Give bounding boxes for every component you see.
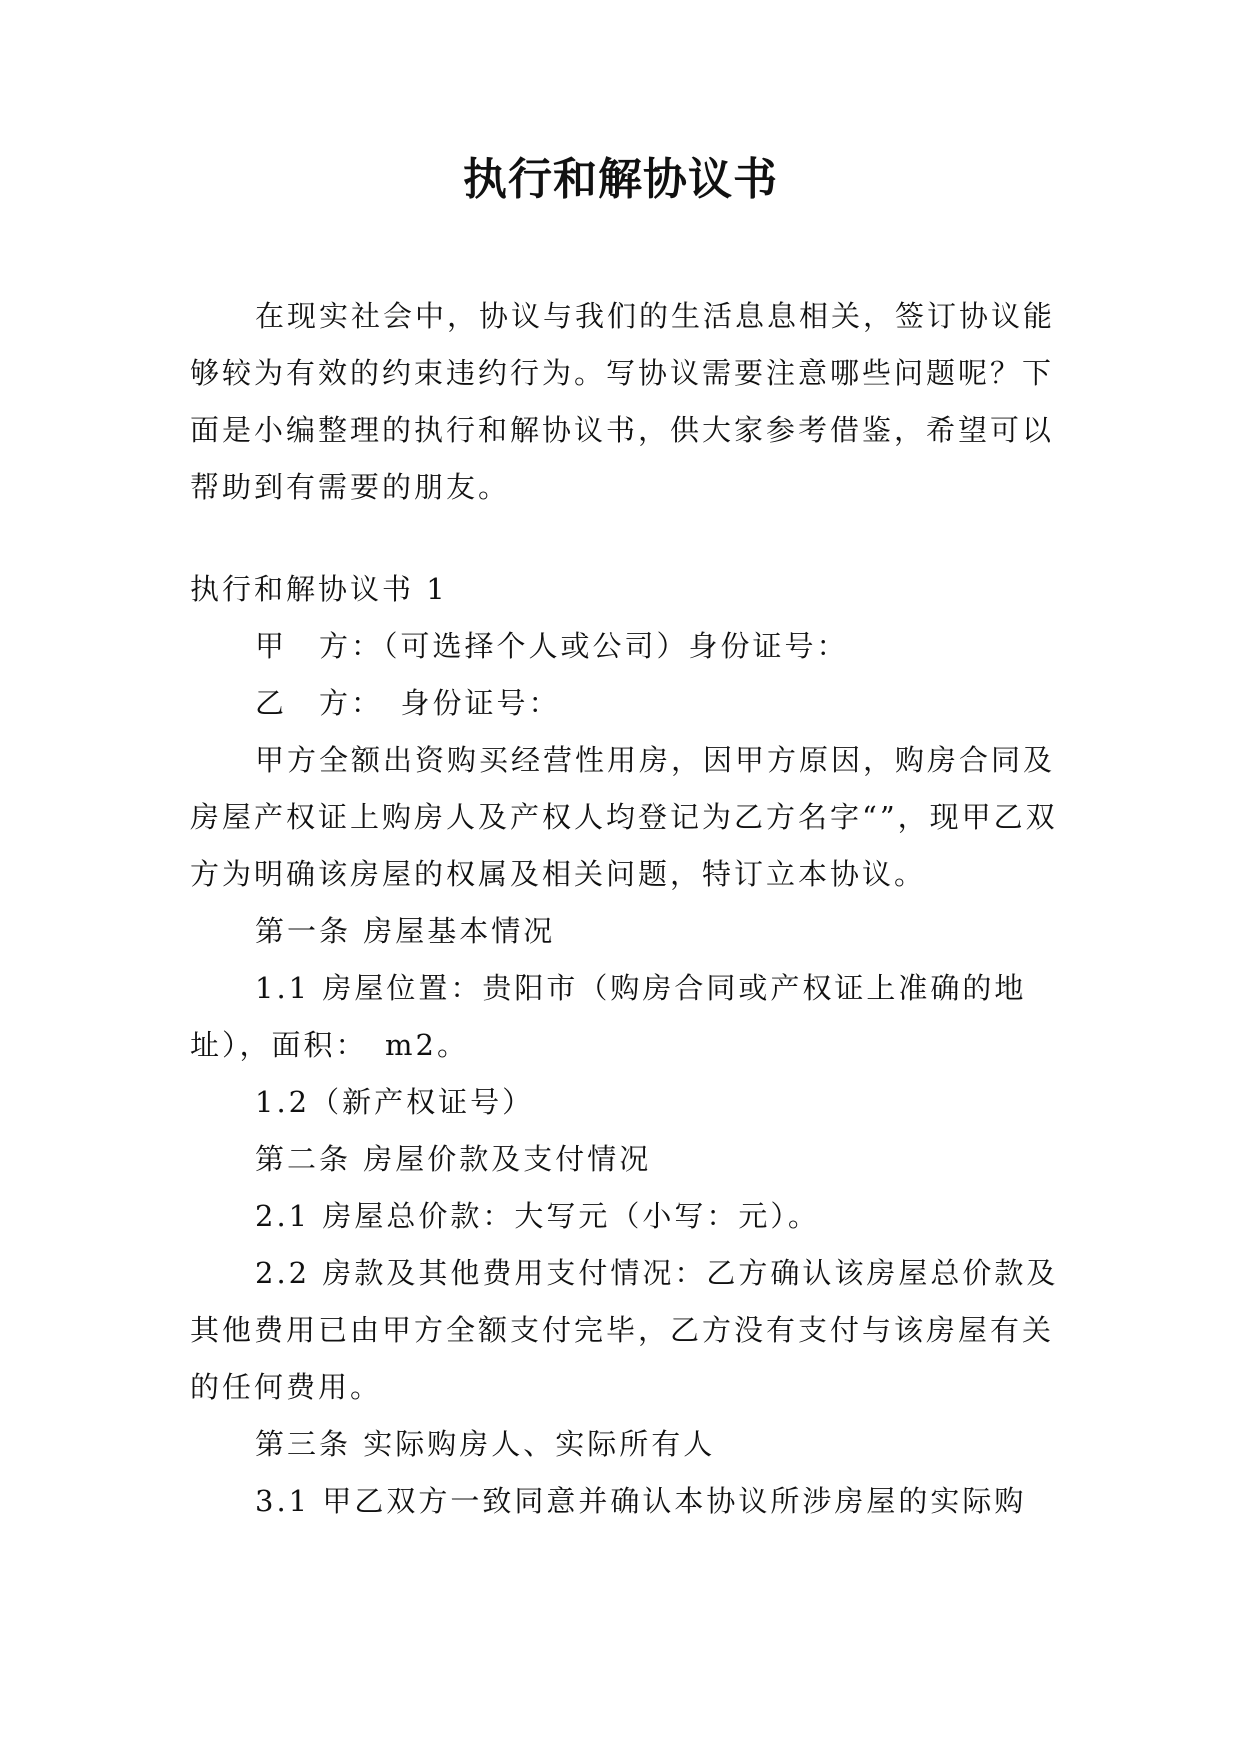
clause-2-2: 2.2 房款及其他费用支付情况：乙方确认该房屋总价款及其他费用已由甲方全额支付完毕，乙方没有支付与该房屋有关的任何费用。	[190, 1256, 1059, 1404]
article-2-heading: 第二条 房屋价款及支付情况	[255, 1142, 652, 1176]
article-1-heading: 第一条 房屋基本情况	[255, 914, 556, 948]
article-3-heading: 第三条 实际购房人、实际所有人	[255, 1427, 716, 1461]
document-title: 执行和解协议书	[463, 154, 778, 205]
clause-1-1: 1.1 房屋位置：贵阳市（购房合同或产权证上准确的地址），面积： m2。	[190, 971, 1027, 1062]
section-heading: 执行和解协议书 1	[190, 572, 448, 606]
party-b-line: 乙 方： 身份证号：	[255, 686, 561, 720]
preamble-paragraph: 甲方全额出资购买经营性用房，因甲方原因，购房合同及房屋产权证上购房人及产权人均登记为乙方名字“”，现甲乙双方为明确该房屋的权属及相关问题，特订立本协议。	[190, 743, 1058, 891]
intro-paragraph: 在现实社会中，协议与我们的生活息息相关，签订协议能够较为有效的约束违约行为。写协议需要注意哪些问题呢？下面是小编整理的执行和解协议书，供大家参考借鉴，希望可以帮助到有需要的朋友。	[190, 299, 1056, 504]
clause-3-1: 3.1 甲乙双方一致同意并确认本协议所涉房屋的实际购	[255, 1484, 1027, 1518]
clause-2-1: 2.1 房屋总价款：大写元（小写：元）。	[255, 1199, 820, 1233]
document-body	[190, 288, 1070, 1530]
paragraph-spacer	[190, 516, 1070, 561]
clause-1-2: 1.2（新产权证号）	[255, 1085, 535, 1119]
party-a-line: 甲 方：（可选择个人或公司）身份证号：	[255, 629, 849, 663]
